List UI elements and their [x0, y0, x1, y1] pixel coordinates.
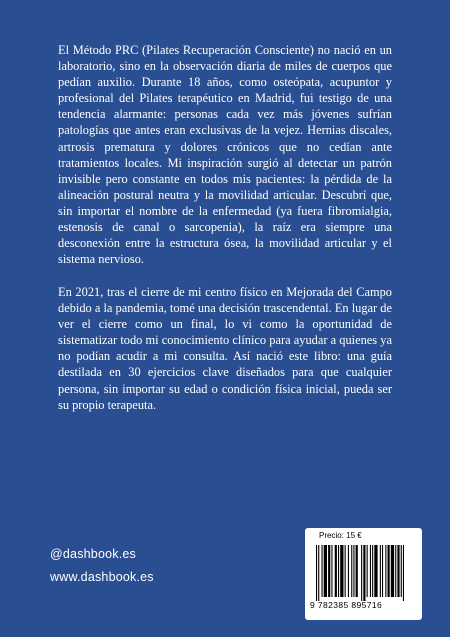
- barcode-bar: [370, 545, 371, 597]
- barcode-bar: [363, 545, 365, 601]
- barcode-bar: [361, 545, 362, 601]
- barcode-bar: [356, 545, 358, 597]
- barcode-bar: [385, 545, 386, 597]
- barcode-bar: [388, 545, 390, 597]
- barcode-box: [305, 528, 422, 620]
- barcode-bar: [372, 545, 373, 597]
- barcode-bar: [340, 545, 343, 597]
- barcode-bar: [322, 545, 323, 597]
- barcode-bar: [403, 545, 404, 601]
- body-paragraph-2: [58, 284, 392, 413]
- barcode-bar: [316, 545, 317, 601]
- barcode-bar: [374, 545, 377, 597]
- barcode-bar: [318, 545, 319, 601]
- barcode-bars: [316, 545, 412, 601]
- barcode-bar: [397, 545, 399, 597]
- barcode-bar: [401, 545, 402, 597]
- barcode-bar: [367, 545, 368, 597]
- barcode-bar: [391, 545, 394, 597]
- paragraph-text: En 2021, tras el cierre de mi centro físico en Mejorada del Campo debido a la pandemia, tomé una decisión trascendental. En lugar de ver el cierre como un final, lo vi como la oportunidad de sistematizar todo mi conocimiento clínico para ayudar a quienes ya no podían acudir a mi consulta. Así nació este libro: una guía destilada en 30 ejercicios clave diseñados para que cualquier persona, sin importar su edad o condición física inicial, pueda ser su propio terapeuta.: [58, 285, 392, 412]
- body-paragraph-1: [58, 42, 392, 267]
- barcode-bar: [324, 545, 327, 597]
- barcode-bar: [348, 545, 349, 597]
- barcode-bar: [328, 545, 330, 597]
- website-url: www.dashbook.es: [50, 570, 154, 584]
- barcode-bar: [353, 545, 354, 597]
- isbn-digits: 9 782385 895716: [310, 600, 383, 610]
- barcode-bar: [338, 545, 339, 597]
- barcode-bar: [382, 545, 383, 597]
- barcode-bar: [380, 545, 381, 597]
- price-label: Precio: 15 €: [319, 531, 362, 540]
- paragraph-text: El Método PRC (Pilates Recuperación Consciente) no nació en un laboratorio, sino en la observación diaria de miles de cuerpos que pedían auxilio. Durante 18 años, como osteópata, acupuntor y profesional del Pilates terapéutico en Madrid, fui testigo de una tendencia alarmante: personas cada vez más jóvenes sufrían patologías que antes eran exclusivas de la vejez. Hernias discales, artrosis prematura y dolores crónicos que no cedían ante tratamientos locales. Mi inspiración surgió al detectar un patrón invisible pero constante en todos mis pacientes: la pérdida de la alineación postural neutra y la movilidad articular. Descubrí que, sin importar el nombre de la enfermedad (ya fuera fibromialgia, estenosis de canal o sarcopenia), la raíz era siempre una desconexión entre la estructura ósea, la movilidad articular y el sistema nervioso.: [58, 43, 392, 267]
- social-handle: @dashbook.es: [50, 547, 136, 561]
- barcode-bar: [331, 545, 332, 597]
- barcode-bar: [351, 545, 352, 597]
- barcode-bar: [395, 545, 396, 597]
- barcode-bar: [345, 545, 346, 597]
- barcode-bar: [335, 545, 337, 597]
